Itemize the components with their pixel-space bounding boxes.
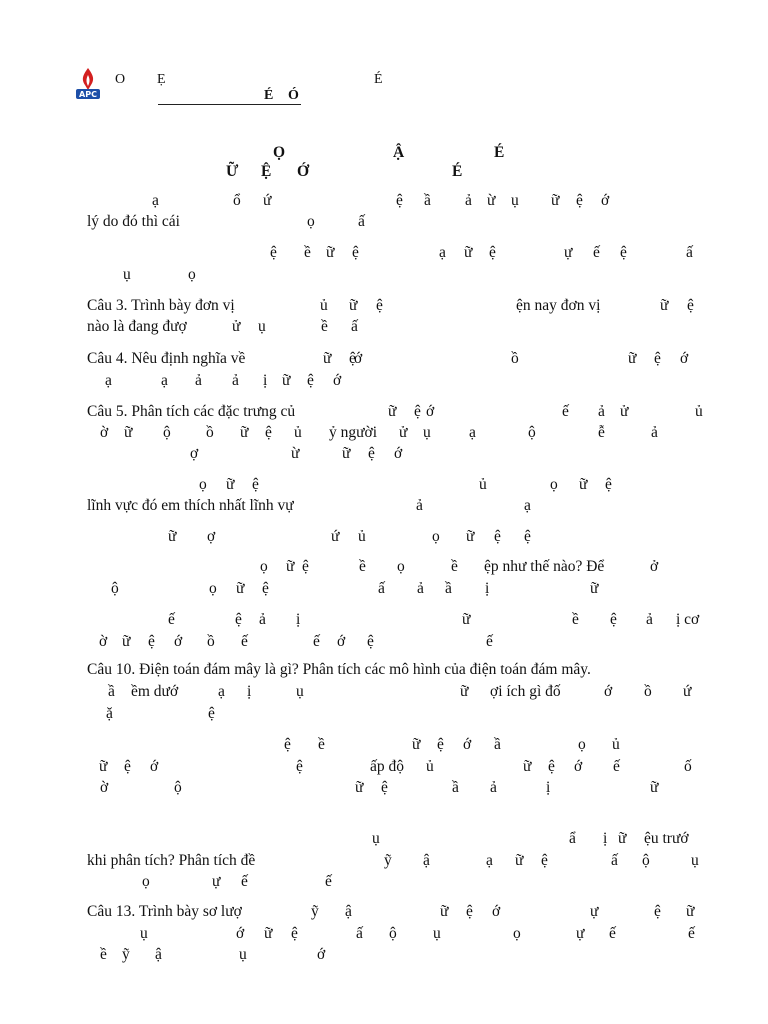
question-text: ớ — [317, 946, 326, 963]
question-text: ử — [399, 424, 408, 441]
question-text: ử — [620, 403, 629, 420]
question-text: ớ — [394, 445, 403, 462]
question-text: ệ — [368, 445, 375, 462]
question-text: nào là đang đượ — [87, 318, 187, 335]
question-text: ệ — [548, 758, 555, 775]
question-text: ớ — [236, 925, 245, 942]
question-text: ở — [650, 558, 659, 575]
question-text: ạ — [486, 852, 493, 869]
title-glyph: Ớ — [297, 163, 310, 180]
question-text: ả — [490, 779, 497, 796]
question-text: ả — [465, 192, 472, 209]
question-text: ụ — [372, 830, 380, 847]
question-text: ệ — [262, 580, 269, 597]
question-text: ố — [684, 758, 692, 775]
question-text: Câu 4. Nêu định nghĩa về — [87, 350, 246, 367]
header-glyph: Ẹ — [157, 72, 166, 87]
question-text: ệ — [235, 611, 242, 628]
question-text: ờ — [100, 424, 109, 441]
question-text: ữ — [650, 779, 659, 796]
header-glyph: O — [115, 72, 126, 87]
question-text: ế — [325, 873, 332, 890]
question-text: ấp độ — [370, 758, 405, 775]
question-text: ọ — [260, 558, 268, 575]
question-text: ừ — [487, 192, 496, 209]
question-text: ệ — [654, 350, 661, 367]
question-text: ồ — [207, 633, 215, 650]
question-text: ấ — [378, 580, 385, 597]
question-text: ệ — [620, 244, 627, 261]
header-glyph: É — [264, 88, 274, 103]
question-text: ệ — [367, 633, 374, 650]
question-text: ềm dướ — [131, 683, 179, 700]
question-text: ả — [259, 611, 266, 628]
question-text: ế — [486, 633, 493, 650]
question-text: ệ — [414, 403, 421, 420]
question-text: ện nay đơn vị — [516, 297, 601, 314]
question-text: ề — [359, 558, 366, 575]
header-underline — [158, 104, 301, 105]
question-text: ữ — [590, 580, 599, 597]
question-text: ế — [609, 925, 616, 942]
question-text: ệ — [610, 611, 617, 628]
question-text: ị — [485, 580, 490, 597]
question-text: ậ — [155, 946, 162, 963]
question-text: ệ — [381, 779, 388, 796]
question-text: ỹ — [122, 946, 130, 963]
question-text: ữ — [440, 903, 449, 920]
question-text: ạ — [105, 372, 112, 389]
question-text: ầ — [494, 736, 501, 753]
question-text: ữ — [282, 372, 291, 389]
question-text: ế — [241, 633, 248, 650]
question-text: ị — [603, 830, 608, 847]
title-glyph: Ệ — [261, 163, 272, 180]
title-glyph: Ậ — [393, 144, 405, 161]
question-text: ệ — [252, 476, 259, 493]
question-text: ọ — [397, 558, 405, 575]
question-text: ệ — [302, 558, 309, 575]
question-text: ớ — [604, 683, 613, 700]
question-text: ợ — [207, 528, 216, 545]
question-text: ệp như thế nào? Để — [484, 558, 605, 575]
question-text: ỷ người — [329, 424, 378, 441]
question-text: ồ — [511, 350, 519, 367]
question-text: ự — [212, 873, 221, 890]
question-text: ạ — [469, 424, 476, 441]
question-text: Câu 5. Phân tích các đặc trưng củ — [87, 403, 296, 420]
question-text: ệ — [265, 424, 272, 441]
question-text: ả — [651, 424, 658, 441]
title-glyph: Ữ — [226, 163, 239, 180]
question-text: ọ — [199, 476, 207, 493]
question-text: ớ — [601, 192, 610, 209]
question-text: ả — [416, 497, 423, 514]
question-text: ữ — [326, 244, 335, 261]
header-glyph: Ó — [288, 88, 299, 103]
question-text: ụ — [123, 266, 131, 283]
question-text: ệ — [284, 736, 291, 753]
question-text: ậ — [345, 903, 352, 920]
question-text: ễ — [598, 424, 605, 441]
question-text: ạ — [218, 683, 225, 700]
question-text: ồ — [206, 424, 214, 441]
question-text: ế — [241, 873, 248, 890]
question-text: ề — [572, 611, 579, 628]
question-text: ế — [562, 403, 569, 420]
question-text: ặ — [106, 705, 113, 722]
question-text: ớ — [174, 633, 183, 650]
question-text: ụ — [140, 925, 148, 942]
question-text: ị — [247, 683, 252, 700]
question-text: ệ — [541, 852, 548, 869]
title-glyph: É — [494, 144, 505, 161]
question-text: ự — [590, 903, 599, 920]
question-text: ệ — [148, 633, 155, 650]
question-text: khi phân tích? Phân tích đề — [87, 852, 256, 869]
header-glyph: É — [374, 72, 383, 87]
question-text: ệ — [307, 372, 314, 389]
question-text: ả — [417, 580, 424, 597]
question-text: ề — [321, 318, 328, 335]
question-text: ụ — [239, 946, 247, 963]
question-text: ữ — [286, 558, 295, 575]
question-text: ữ — [460, 683, 469, 700]
question-text: ệ — [466, 903, 473, 920]
question-text: ủ — [358, 528, 366, 545]
question-text: ớ — [337, 633, 346, 650]
question-text: ứ — [683, 683, 692, 700]
question-text: ữ — [579, 476, 588, 493]
question-text: ế — [593, 244, 600, 261]
question-text: ệ — [605, 476, 612, 493]
question-text: ệ — [208, 705, 215, 722]
question-text: ệ — [524, 528, 531, 545]
question-text: Câu 10. Điện toán đám mây là gì? Phân tích các mô hình của điện toán đám mây. — [87, 661, 591, 678]
question-text: ầ — [108, 683, 115, 700]
question-text: ữ — [412, 736, 421, 753]
question-text: ệ — [124, 758, 131, 775]
question-text: ữ — [388, 403, 397, 420]
title-glyph: É — [452, 163, 463, 180]
question-text: ọ — [432, 528, 440, 545]
question-text: ế — [688, 925, 695, 942]
question-text: ụ — [691, 852, 699, 869]
question-text: ộ — [163, 424, 171, 441]
question-text: ủ — [320, 297, 328, 314]
question-text: ả — [598, 403, 605, 420]
question-text: ữ — [240, 424, 249, 441]
question-text: ẩ — [569, 830, 576, 847]
question-text: ộ — [174, 779, 182, 796]
question-text: ọ — [142, 873, 150, 890]
question-text: ả — [646, 611, 653, 628]
question-text: ọ — [209, 580, 217, 597]
question-text: ử — [232, 318, 241, 335]
question-text: ế — [613, 758, 620, 775]
question-text: ờ — [100, 779, 109, 796]
question-text: ớ — [150, 758, 159, 775]
question-text: ề — [318, 736, 325, 753]
question-text: ớ — [463, 736, 472, 753]
question-text: lý do đó thì cái — [87, 213, 180, 230]
question-text: ọ — [550, 476, 558, 493]
question-text: ấ — [358, 213, 365, 230]
question-text: ữ — [226, 476, 235, 493]
question-text: ầ — [445, 580, 452, 597]
question-text: ớ — [492, 903, 501, 920]
question-text: ỹ — [384, 852, 392, 869]
question-text: ấ — [351, 318, 358, 335]
question-text: ỹ — [311, 903, 319, 920]
question-text: ớ — [680, 350, 689, 367]
question-text: ữ — [466, 528, 475, 545]
question-text: ủ — [426, 758, 434, 775]
question-text: ầ — [424, 192, 431, 209]
logo-text: APC — [79, 90, 97, 99]
question-text: ụ — [511, 192, 519, 209]
question-text: Câu 3. Trình bày đơn vị — [87, 297, 235, 314]
question-text: ộ — [528, 424, 536, 441]
question-text: ạ — [524, 497, 531, 514]
title-glyph: Ọ — [273, 144, 286, 161]
question-text: ế — [313, 633, 320, 650]
question-text: ữ — [122, 633, 131, 650]
question-text: ả — [195, 372, 202, 389]
question-text: ữ — [355, 779, 364, 796]
question-text: ọ — [578, 736, 586, 753]
question-text: ề — [451, 558, 458, 575]
question-text: ớ — [354, 350, 363, 367]
question-text: ớ — [333, 372, 342, 389]
question-text: ụ — [258, 318, 266, 335]
question-text: ụ — [296, 683, 304, 700]
question-text: ờ — [99, 633, 108, 650]
question-text: ầ — [452, 779, 459, 796]
question-text: ệ — [376, 297, 383, 314]
question-text: ự — [564, 244, 573, 261]
question-text: ữ — [515, 852, 524, 869]
question-text: ạ — [161, 372, 168, 389]
question-text: ệ — [654, 903, 661, 920]
question-text: ữ — [236, 580, 245, 597]
question-text: ữ — [464, 244, 473, 261]
question-text: ấ — [356, 925, 363, 942]
question-text: ộ — [389, 925, 397, 942]
question-text: ậ — [423, 852, 430, 869]
question-text: ữ — [618, 830, 627, 847]
question-text: lĩnh vực đó em thích nhất lĩnh vự — [87, 497, 294, 514]
question-text: ạ — [439, 244, 446, 261]
question-text: ừ — [291, 445, 300, 462]
question-text: ữ — [342, 445, 351, 462]
question-text: ệ — [489, 244, 496, 261]
question-text: ợi ích gì đố — [490, 683, 561, 700]
question-text: ệ — [687, 297, 694, 314]
question-text: ợ — [190, 445, 199, 462]
question-text: ữ — [660, 297, 669, 314]
question-text: ộ — [642, 852, 650, 869]
question-text: ệ — [291, 925, 298, 942]
question-text: ộ — [111, 580, 119, 597]
apc-logo — [72, 66, 104, 100]
question-text: ứ — [331, 528, 340, 545]
question-text: ọ — [188, 266, 196, 283]
question-text: ị — [263, 372, 268, 389]
question-text: ự — [576, 925, 585, 942]
question-text: ữ — [99, 758, 108, 775]
question-text: ồ — [644, 683, 652, 700]
question-text: ụ — [433, 925, 441, 942]
question-text: ả — [232, 372, 239, 389]
question-text: ổ — [233, 192, 241, 209]
question-text: ị — [296, 611, 301, 628]
question-text: ụ — [423, 424, 431, 441]
question-text: ế — [168, 611, 175, 628]
question-text: ệ — [349, 350, 356, 367]
question-text: ệ — [270, 244, 277, 261]
question-text: ề — [304, 244, 311, 261]
question-text: ấ — [611, 852, 618, 869]
question-text: ứ — [263, 192, 272, 209]
question-text: ệ — [296, 758, 303, 775]
question-text: ữ — [686, 903, 695, 920]
question-text: ữ — [523, 758, 532, 775]
question-text: ệ — [352, 244, 359, 261]
question-text: ị cơ — [676, 611, 700, 628]
question-text: ữ — [168, 528, 177, 545]
question-text: ủ — [695, 403, 703, 420]
question-text: ớ — [426, 403, 435, 420]
question-text: ề — [100, 946, 107, 963]
question-text: ọ — [307, 213, 315, 230]
question-text: ữ — [462, 611, 471, 628]
question-text: Câu 13. Trình bày sơ lượ — [87, 903, 242, 920]
question-text: ạ — [152, 192, 159, 209]
question-text: ị — [546, 779, 551, 796]
question-text: ữ — [124, 424, 133, 441]
question-text: ủ — [612, 736, 620, 753]
question-text: ọ — [513, 925, 521, 942]
question-text: ớ — [574, 758, 583, 775]
question-text: ữ — [323, 350, 332, 367]
question-text: ấ — [686, 244, 693, 261]
question-text: ệu trướ — [644, 830, 689, 847]
question-text: ủ — [479, 476, 487, 493]
question-text: ệ — [494, 528, 501, 545]
question-text: ữ — [551, 192, 560, 209]
question-text: ữ — [264, 925, 273, 942]
question-text: ủ — [294, 424, 302, 441]
question-text: ệ — [576, 192, 583, 209]
question-text: ệ — [396, 192, 403, 209]
question-text: ữ — [628, 350, 637, 367]
question-text: ữ — [349, 297, 358, 314]
question-text: ệ — [437, 736, 444, 753]
